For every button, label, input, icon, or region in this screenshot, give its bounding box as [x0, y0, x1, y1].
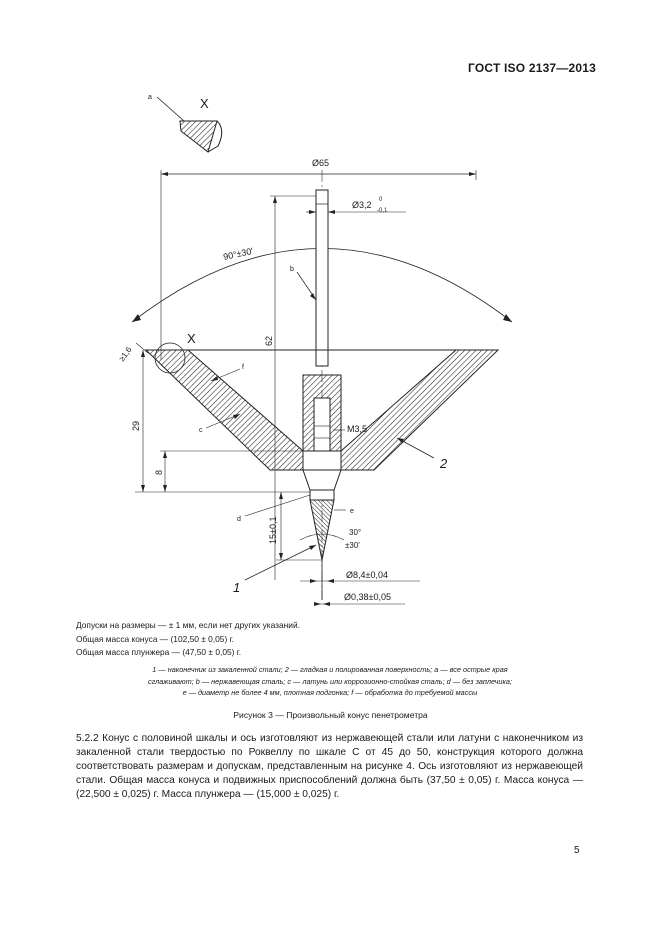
dim-edge: ≥1,6 [117, 345, 134, 364]
cone-tip [310, 500, 334, 560]
dim-rod-diameter: Ø3,2 [352, 200, 372, 210]
dim-height-62: 62 [264, 335, 274, 346]
dim-height-8: 8 [154, 469, 164, 475]
dim-rod-tol-upper: 0 [379, 197, 383, 203]
callout-a-leader [157, 97, 184, 121]
dim-tip-angle: 30° [349, 528, 362, 537]
cone-right-section [341, 350, 498, 470]
dim-thread: M3,5 [347, 424, 368, 434]
callout-a: a [148, 94, 152, 101]
dim-rod-tol-lower: -0,1 [377, 208, 388, 214]
note-line: Общая масса конуса — (102,50 ± 0,05) г. [76, 633, 234, 644]
note-line: Допуски на размеры — ± 1 мм, если нет других указаний. [76, 620, 300, 630]
callout-b: b [290, 266, 294, 273]
figure-caption: Рисунок 3 — Произвольный конус пенетрометра [233, 710, 428, 720]
tolerance-notes [76, 619, 300, 660]
page-number: 5 [574, 845, 580, 856]
dim-tip-dia-2: Ø0,38±0,05 [344, 592, 391, 602]
legend-line: 1 — наконечник из закаленной стали; 2 — гладкая и полированная поверхность; a — все острые края [152, 665, 508, 674]
paragraph-text: 5.2.2 Конус с половиной шкалы и ось изготовляют из нержавеющей стали или латуни с наконечником из закаленной стали твердостью по Роквеллу по шкале С от 45 до 50, конструкция которого должна соответствовать размерам и допускам, представленным на рисунке 4. Ось изготовляют из нержавеющей стали. Общая масса конуса и подвижных приспособлений должна быть (37,50 ± 0,05) г. Масса конуса — (22,500 ± 0,025) г. Масса плунжера — (15,000 ± 0,025) г. [76, 733, 583, 800]
document-code: ГОСТ ISO 2137—2013 [468, 61, 597, 75]
dim-diameter-65: Ø65 [312, 158, 330, 168]
callout-1: 1 [233, 580, 241, 595]
detail-section [180, 121, 217, 152]
cone-left-section [146, 350, 303, 470]
callout-c: c [199, 427, 203, 434]
dim-angle: 90°±30' [222, 245, 255, 262]
figure-legend [100, 664, 560, 699]
detail-x-view [148, 94, 222, 152]
legend-line: сглаживают; b — нержавеющая сталь; c — латунь или коррозионно-стойкая сталь; d — без заплечика; [147, 676, 513, 686]
body-paragraph [76, 732, 583, 802]
dim-tip-angle-tol: ±30' [345, 541, 360, 550]
callout-f: f [242, 364, 244, 371]
note-line: Общая масса плунжера — (47,50 ± 0,05) г. [76, 647, 242, 658]
legend-line: e — диаметр не более 4 мм, плотная подгонка; f — обработка до требуемой массы [182, 688, 478, 697]
rod [316, 190, 328, 366]
dim-tip-dia-1: Ø8,4±0,04 [346, 570, 388, 580]
dim-height-29: 29 [131, 420, 141, 431]
callout-2: 2 [440, 456, 448, 471]
dim-tip-length: 15±0,1 [268, 516, 278, 544]
detail-label-top: X [200, 96, 209, 111]
detail-label-main: X [187, 331, 196, 346]
callout-d: d [237, 516, 241, 523]
callout-e: e [350, 508, 354, 515]
